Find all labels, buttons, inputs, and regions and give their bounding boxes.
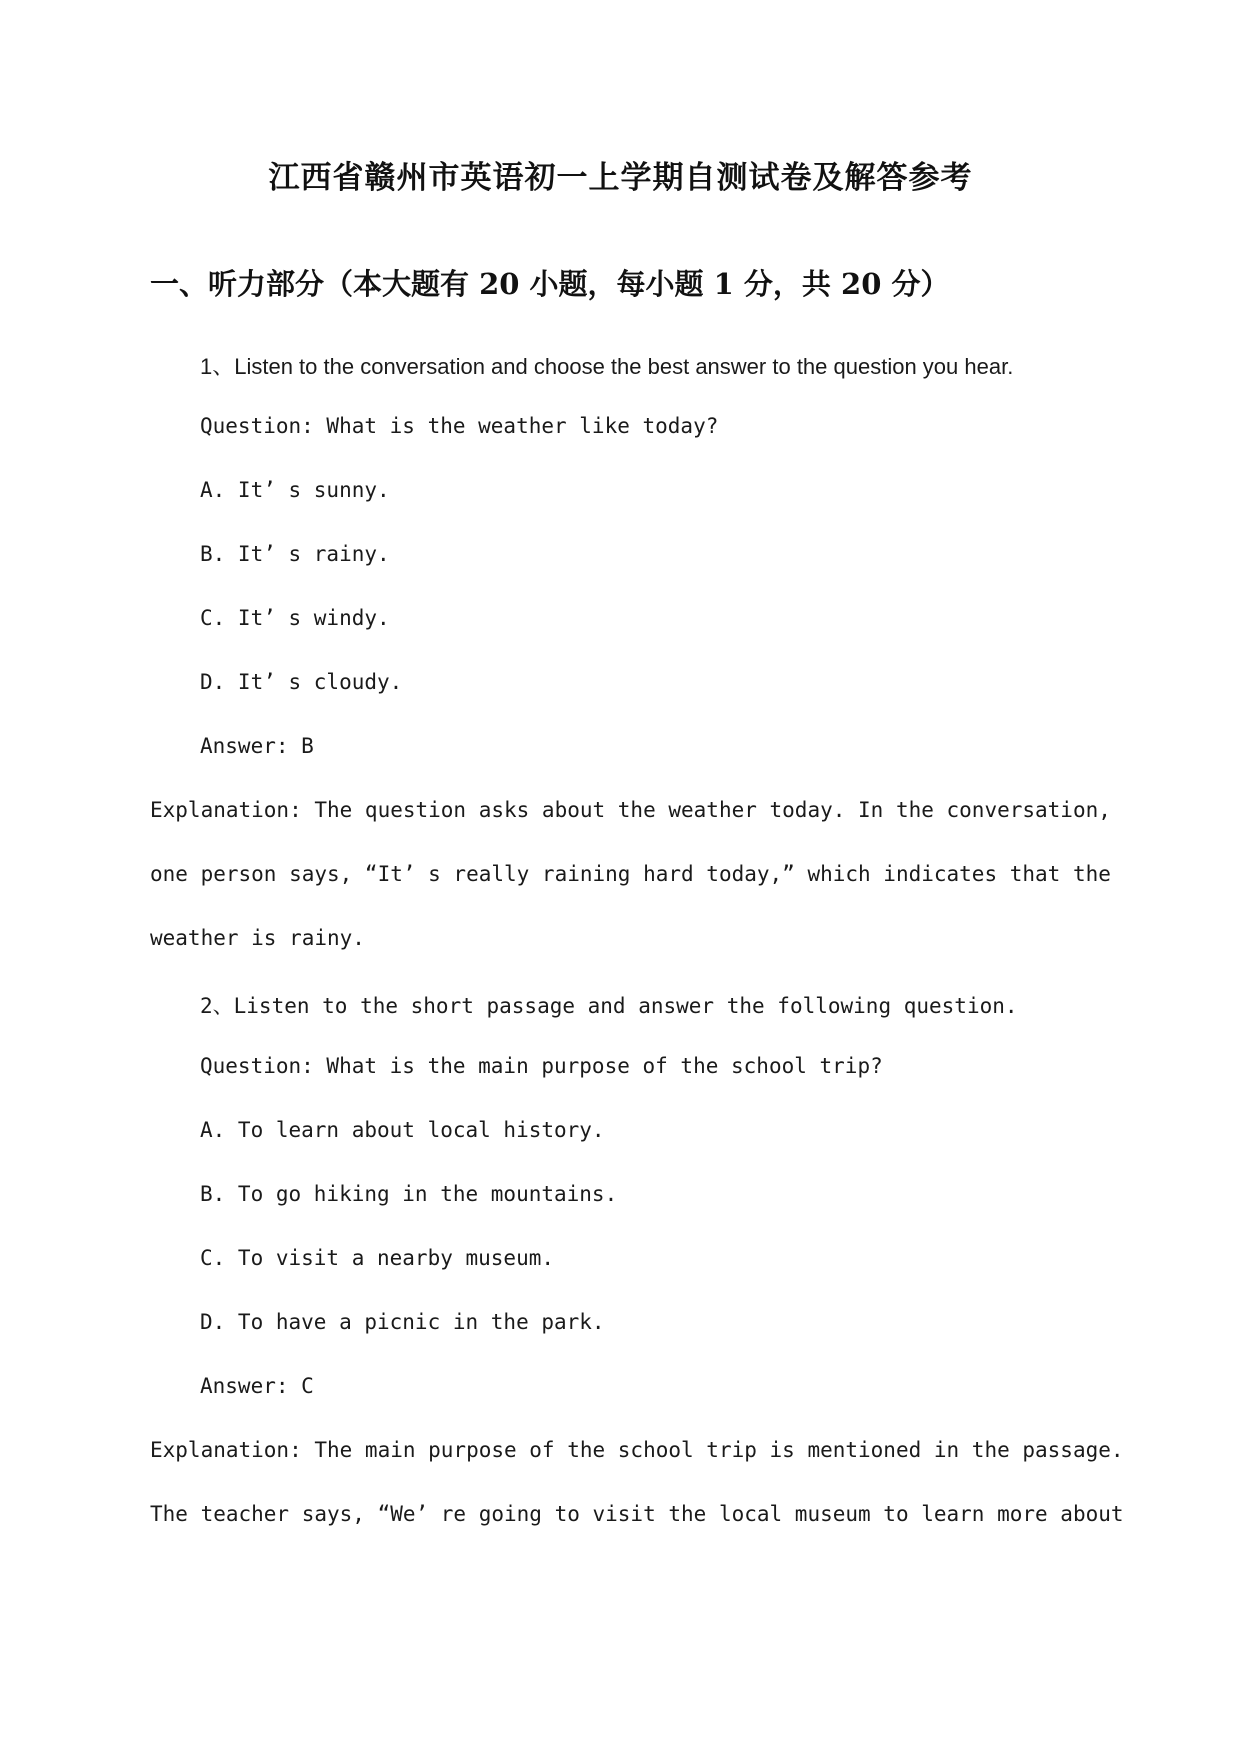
question-1-explanation-line-1: Explanation: The question asks about the weather today. In the conversation, xyxy=(150,798,1111,822)
document-title: 江西省赣州市英语初一上学期自测试卷及解答参考 xyxy=(268,160,973,196)
question-1-answer: Answer: B xyxy=(200,734,314,758)
question-2-text: Question: What is the main purpose of the school trip? xyxy=(200,1054,883,1078)
question-1-option-c: C. It’ s windy. xyxy=(200,606,390,630)
section-heading: 一、听力部分（本大题有 20 小题，每小题 1 分，共 20 分） xyxy=(150,267,950,301)
question-1-explanation-line-3: weather is rainy. xyxy=(150,926,365,950)
question-1-text: Question: What is the weather like today? xyxy=(200,414,719,438)
question-1-option-b: B. It’ s rainy. xyxy=(200,542,390,566)
question-2-prompt: 2、Listen to the short passage and answer the following question. xyxy=(200,994,1018,1018)
question-2-explanation-line-2: The teacher says, “We’ re going to visit the local museum to learn more about xyxy=(150,1502,1124,1526)
question-2-option-a: A. To learn about local history. xyxy=(200,1118,605,1142)
question-1-prompt: 1、Listen to the conversation and choose the best answer to the question you hear. xyxy=(200,354,1014,379)
question-2-option-d: D. To have a picnic in the park. xyxy=(200,1310,605,1334)
question-2-option-c: C. To visit a nearby museum. xyxy=(200,1246,555,1270)
question-2-option-b: B. To go hiking in the mountains. xyxy=(200,1182,618,1206)
question-2-answer: Answer: C xyxy=(200,1374,314,1398)
question-2-explanation-line-1: Explanation: The main purpose of the school trip is mentioned in the passage. xyxy=(150,1438,1124,1462)
question-1-option-a: A. It’ s sunny. xyxy=(200,478,390,502)
question-1-option-d: D. It’ s cloudy. xyxy=(200,670,403,694)
question-1-explanation-line-2: one person says, “It’ s really raining hard today,” which indicates that the xyxy=(150,862,1111,886)
